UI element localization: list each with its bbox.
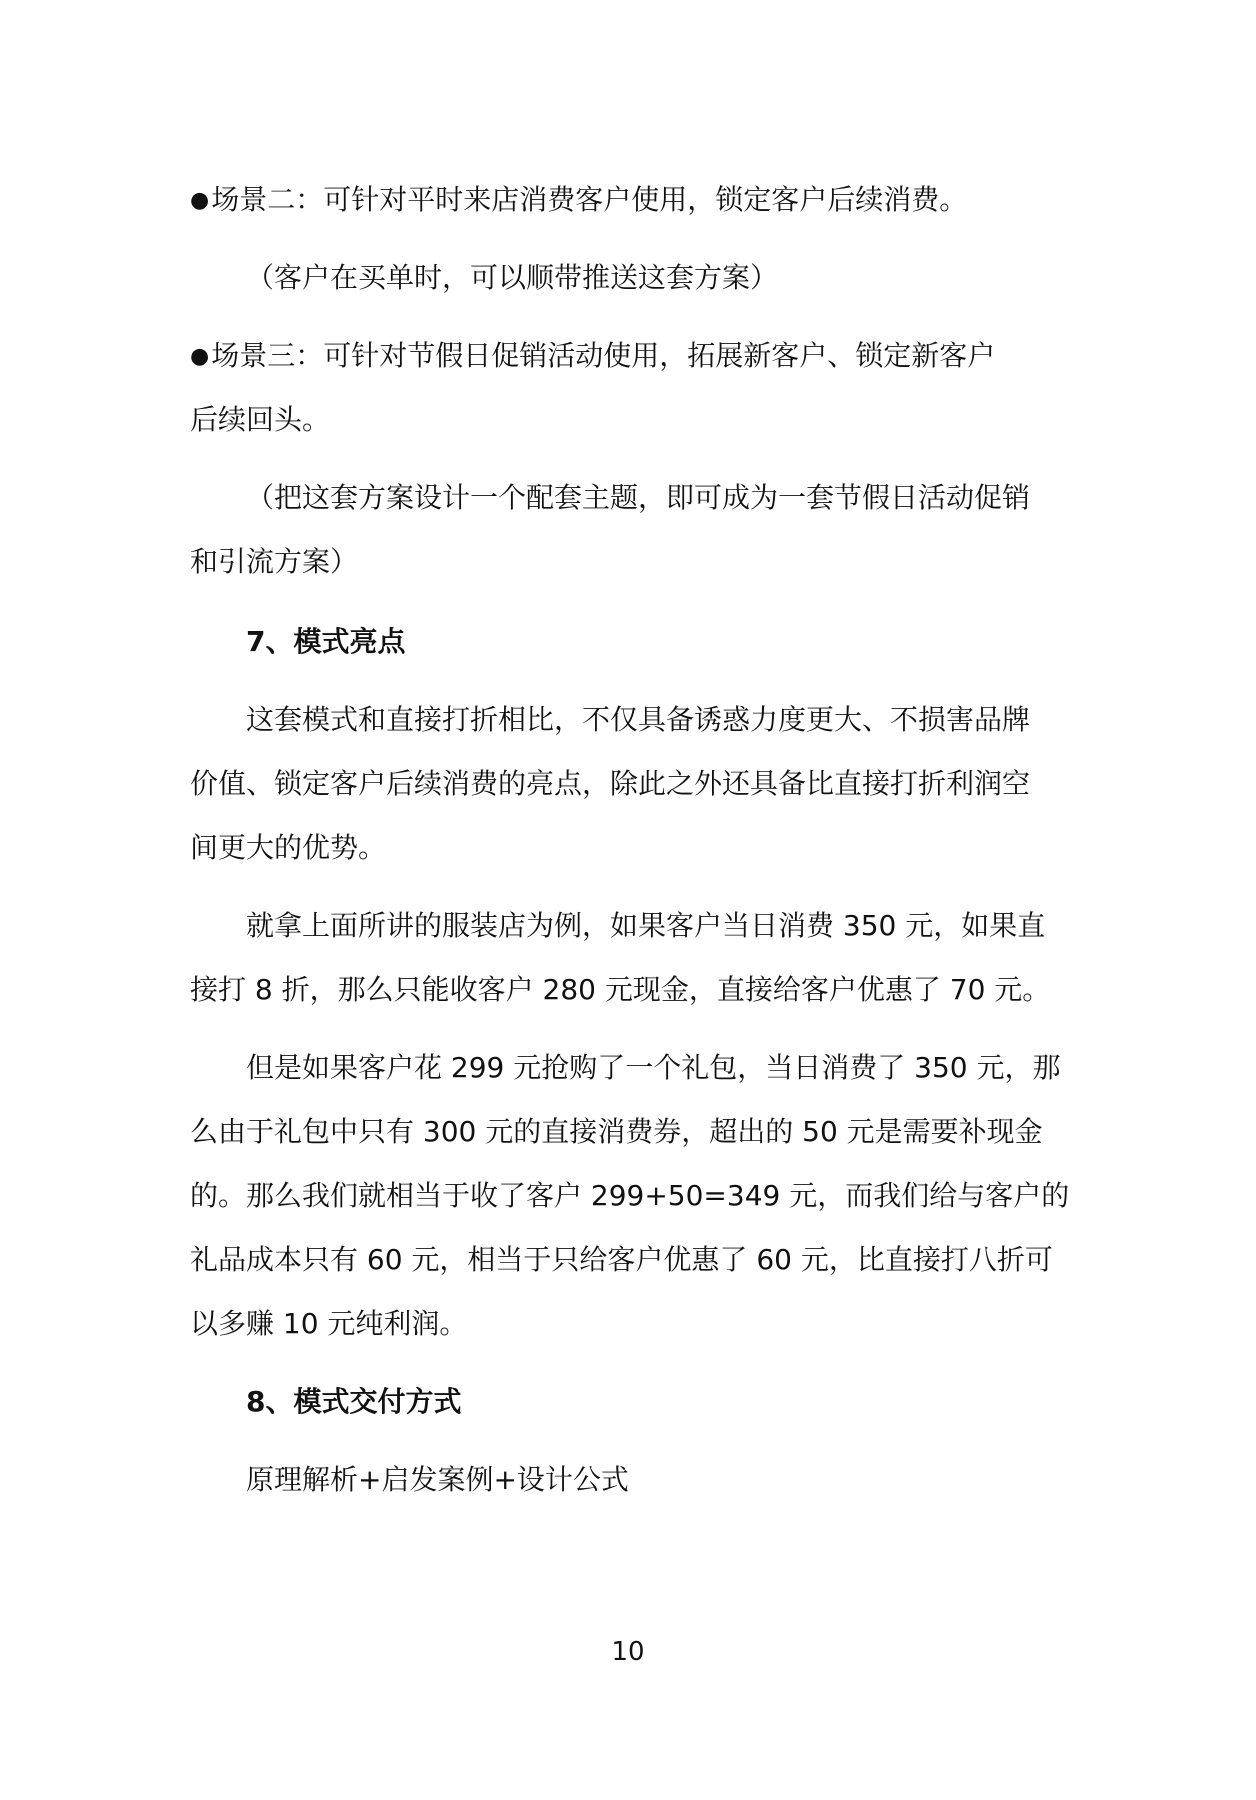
scene2-block bbox=[190, 168, 1060, 232]
section8-heading: 8、模式交付方式 bbox=[246, 1385, 462, 1418]
scene2-text: 场景二：可针对平时来店消费客户使用，锁定客户后续消费。 bbox=[211, 183, 968, 216]
section7-para1-line1: 这套模式和直接打折相比，不仅具备诱惑力度更大、不损害品牌 bbox=[246, 703, 1031, 736]
section7-para3-line2: 么由于礼包中只有 300 元的直接消费券，超出的 50 元是需要补现金 bbox=[190, 1115, 1043, 1148]
section8-para1: 原理解析+启发案例+设计公式 bbox=[246, 1463, 629, 1496]
section7-para1 bbox=[190, 688, 1060, 880]
section8-heading-block bbox=[190, 1370, 1060, 1434]
page-number: 10 bbox=[611, 1637, 645, 1667]
scene3-line2: 后续回头。 bbox=[190, 403, 331, 436]
section7-para2 bbox=[190, 894, 1060, 1022]
scene2-note: （客户在买单时，可以顺带推送这套方案） bbox=[246, 261, 779, 294]
section7-para2-line2: 接打 8 折，那么只能收客户 280 元现金，直接给客户优惠了 70 元。 bbox=[190, 973, 1051, 1006]
section8-para bbox=[190, 1448, 1060, 1512]
section7-para1-line2: 价值、锁定客户后续消费的亮点，除此之外还具备比直接打折利润空 bbox=[190, 767, 1031, 800]
section7-para3 bbox=[190, 1036, 1070, 1356]
section7-para3-line5: 以多赚 10 元纯利润。 bbox=[190, 1307, 468, 1340]
section7-para3-line1: 但是如果客户花 299 元抢购了一个礼包，当日消费了 350 元，那 bbox=[246, 1051, 1061, 1084]
section7-para3-line3: 的。那么我们就相当于收了客户 299+50=349 元，而我们给与客户的 bbox=[190, 1179, 1070, 1212]
scene3-note-line1: （把这套方案设计一个配套主题，即可成为一套节假日活动促销 bbox=[246, 481, 1031, 514]
section7-para1-line3: 间更大的优势。 bbox=[190, 831, 387, 864]
scene3-text: 场景三：可针对节假日促销活动使用，拓展新客户、锁定新客户 bbox=[211, 339, 996, 372]
scene2-line bbox=[190, 168, 1060, 232]
section7-para3-line4: 礼品成本只有 60 元，相当于只给客户优惠了 60 元，比直接打八折可 bbox=[190, 1243, 1053, 1276]
scene3-note-line2: 和引流方案） bbox=[190, 545, 359, 578]
bullet-icon: ● bbox=[190, 188, 210, 213]
scene3-line1 bbox=[190, 324, 1060, 388]
scene3-block bbox=[190, 324, 1060, 452]
section7-para2-line1: 就拿上面所讲的服装店为例，如果客户当日消费 350 元，如果直 bbox=[246, 909, 1046, 942]
bullet-icon: ● bbox=[190, 344, 210, 369]
scene3-note-block bbox=[190, 466, 1060, 594]
scene2-note-block bbox=[190, 246, 1060, 310]
section7-heading: 7、模式亮点 bbox=[246, 625, 406, 658]
section7-heading-block bbox=[190, 610, 1060, 674]
